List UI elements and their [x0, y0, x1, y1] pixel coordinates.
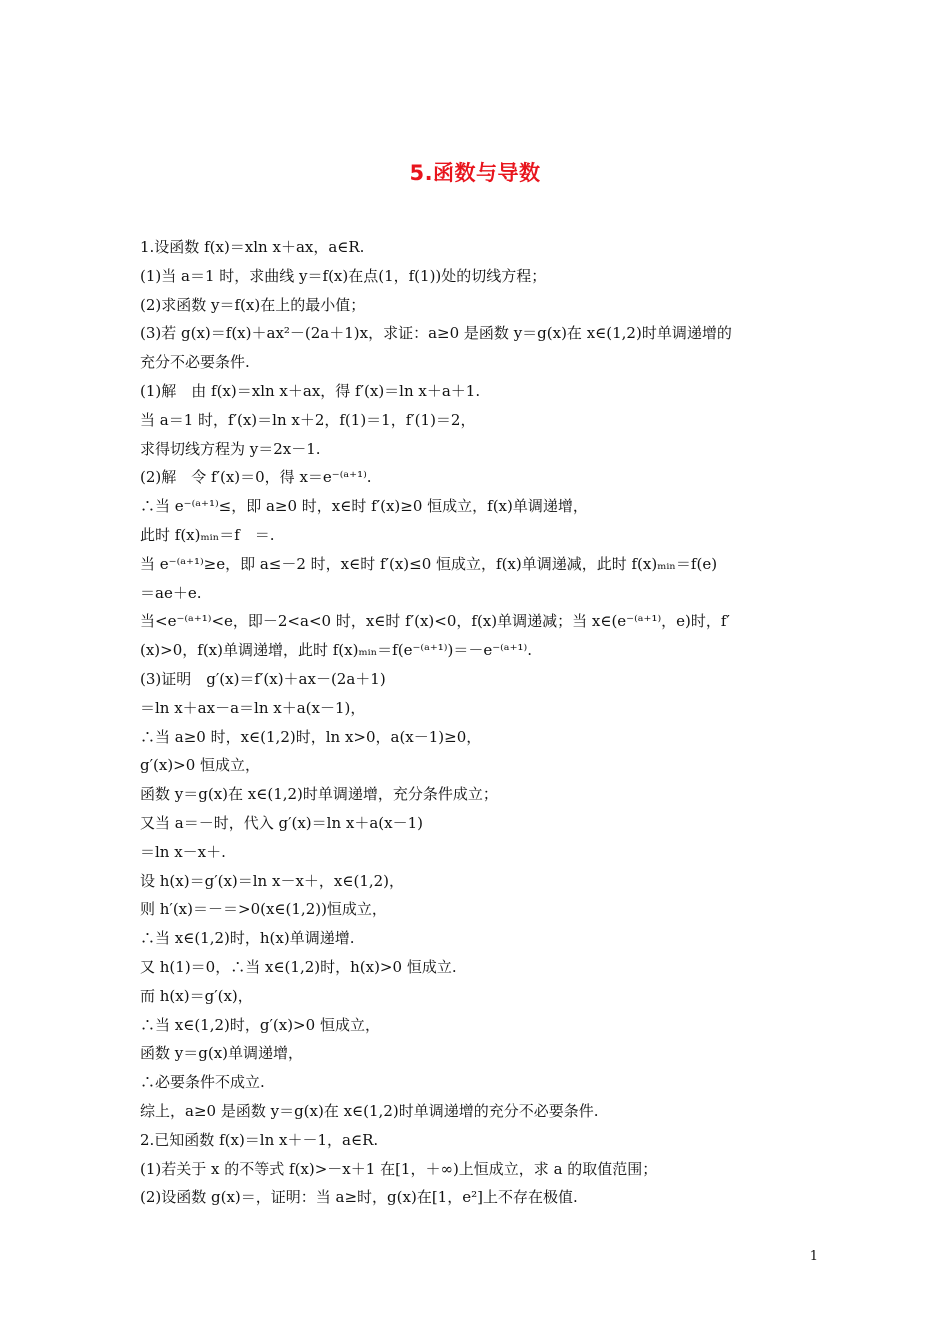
- text-line: 当 e⁻⁽ᵃ⁺¹⁾≥e，即 a≤－2 时，x∈时 f′(x)≤0 恒成立，f(x)单调递减，此时 f(x)ₘᵢₙ＝f(e): [140, 554, 718, 573]
- text-line: 当<e⁻⁽ᵃ⁺¹⁾<e，即－2<a<0 时，x∈时 f′(x)<0，f(x)单调递减；当 x∈(e⁻⁽ᵃ⁺¹⁾，e)时，f′: [140, 612, 730, 631]
- text-line: ∴当 a≥0 时，x∈(1,2)时，ln x>0，a(x－1)≥0，: [140, 727, 482, 746]
- text-line: 函数 y＝g(x)单调递增，: [140, 1044, 304, 1063]
- text-line: 设 h(x)＝g′(x)＝ln x－x＋，x∈(1,2)，: [140, 871, 405, 890]
- text-line: g′(x)>0 恒成立，: [140, 756, 261, 775]
- text-line: (1)当 a＝1 时，求曲线 y＝f(x)在点(1，f(1))处的切线方程；: [140, 266, 547, 285]
- text-line: 综上，a≥0 是函数 y＝g(x)在 x∈(1,2)时单调递增的充分不必要条件.: [140, 1101, 599, 1120]
- page-title: 5.函数与导数: [409, 161, 541, 185]
- text-line: (3)若 g(x)＝f(x)＋ax²－(2a＋1)x，求证：a≥0 是函数 y＝g(x)在 x∈(1,2)时单调递增的: [140, 324, 732, 343]
- text-line: ∴必要条件不成立.: [140, 1073, 265, 1092]
- text-line: 此时 f(x)ₘᵢₙ＝f ＝.: [140, 525, 275, 544]
- text-line: 充分不必要条件.: [140, 353, 250, 372]
- text-line: (1)若关于 x 的不等式 f(x)>－x＋1 在[1，＋∞)上恒成立，求 a 的取值范围；: [140, 1159, 658, 1178]
- text-line: ＝ln x－x＋.: [140, 842, 226, 861]
- text-line: ∴当 x∈(1,2)时，g′(x)>0 恒成立，: [140, 1015, 380, 1034]
- text-line: (2)求函数 y＝f(x)在上的最小值；: [140, 295, 366, 314]
- text-line: 而 h(x)＝g′(x)，: [140, 986, 253, 1005]
- text-line: ＝ln x＋ax－a＝ln x＋a(x－1)，: [140, 698, 366, 717]
- text-line: 函数 y＝g(x)在 x∈(1,2)时单调递增，充分条件成立；: [140, 785, 498, 804]
- text-line: ∴当 e⁻⁽ᵃ⁺¹⁾≤，即 a≥0 时，x∈时 f′(x)≥0 恒成立，f(x)单调递增，: [140, 497, 588, 516]
- text-line: (x)>0，f(x)单调递增，此时 f(x)ₘᵢₙ＝f(e⁻⁽ᵃ⁺¹⁾)＝－e⁻⁽ᵃ⁺¹⁾.: [140, 641, 532, 660]
- text-line: 当 a＝1 时，f′(x)＝ln x＋2，f(1)＝1，f′(1)＝2，: [140, 410, 476, 429]
- text-line: 又 h(1)＝0，∴当 x∈(1,2)时，h(x)>0 恒成立.: [140, 957, 457, 976]
- text-line: (1)解 由 f(x)＝xln x＋ax，得 f′(x)＝ln x＋a＋1.: [140, 381, 481, 400]
- text-line: ∴当 x∈(1,2)时，h(x)单调递增.: [140, 929, 355, 948]
- text-line: (2)解 令 f′(x)＝0，得 x＝e⁻⁽ᵃ⁺¹⁾.: [140, 468, 372, 487]
- text-line: 求得切线方程为 y＝2x－1.: [140, 439, 321, 458]
- text-line: 又当 a＝－时，代入 g′(x)＝ln x＋a(x－1): [140, 813, 423, 832]
- text-line: ＝ae＋e.: [140, 583, 202, 602]
- document-body: [140, 233, 812, 1212]
- page-number: 1: [809, 1249, 818, 1264]
- text-line: 2.已知函数 f(x)＝ln x＋－1，a∈R.: [140, 1130, 379, 1149]
- text-line: 则 h′(x)＝－＝>0(x∈(1,2))恒成立，: [140, 900, 387, 919]
- text-line: (3)证明 g′(x)＝f′(x)＋ax－(2a＋1): [140, 669, 386, 688]
- text-line: (2)设函数 g(x)＝，证明：当 a≥时，g(x)在[1，e²]上不存在极值.: [140, 1188, 578, 1207]
- text-line: 1.设函数 f(x)＝xln x＋ax，a∈R.: [140, 238, 365, 256]
